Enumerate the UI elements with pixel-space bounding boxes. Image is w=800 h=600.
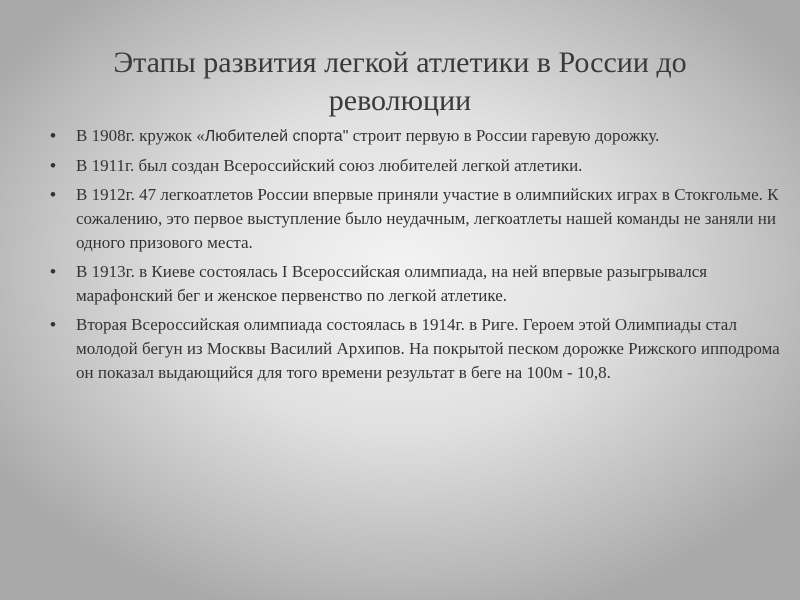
- bullet-dot: •: [50, 315, 56, 334]
- bullet-list: [44, 124, 784, 390]
- bullet-text-1908-pre: В 1908г. кружок «: [76, 126, 205, 145]
- bullet-dot: •: [50, 185, 56, 204]
- bullet-dot: •: [50, 156, 56, 175]
- bullet-text-1911: В 1911г. был создан Всероссийский союз любителей легкой атлетики.: [76, 156, 583, 175]
- bullet-item-1912: [44, 183, 784, 255]
- bullet-text-1914: Вторая Всероссийская олимпиада состоялась в 1914г. в Риге. Героем этой Олимпиады стал молодой бегун из Москвы Василий Архипов. На покрытой песком дорожке Рижского ипподрома он показал выдающийся для того времени результат в беге на 100м - 10,8.: [76, 315, 780, 382]
- bullet-item-1914: [44, 313, 784, 385]
- bullet-item-1913: [44, 260, 784, 308]
- bullet-dot: •: [50, 262, 56, 281]
- bullet-item-1908: [44, 124, 784, 149]
- slide-title: Этапы развития легкой атлетики в России до революции: [113, 46, 687, 117]
- bullet-text-1912: В 1912г. 47 легкоатлетов России впервые приняли участие в олимпийских играх в Стокгольме. К сожалению, это первое выступление было неудачным, легкоатлеты нашей команды не заняли ни одного призового места.: [76, 185, 779, 252]
- bullet-item-1911: [44, 154, 784, 178]
- bullet-text-1908-club: Любителей спорта": [204, 128, 349, 145]
- bullet-dot: •: [50, 126, 56, 145]
- bullet-text-1913: В 1913г. в Киеве состоялась I Всероссийская олимпиада, на ней впервые разыгрывался марафонский бег и женское первенство по легкой атлетике.: [76, 262, 708, 305]
- bullet-text-1908-post: строит первую в России гаревую дорожку.: [348, 126, 660, 145]
